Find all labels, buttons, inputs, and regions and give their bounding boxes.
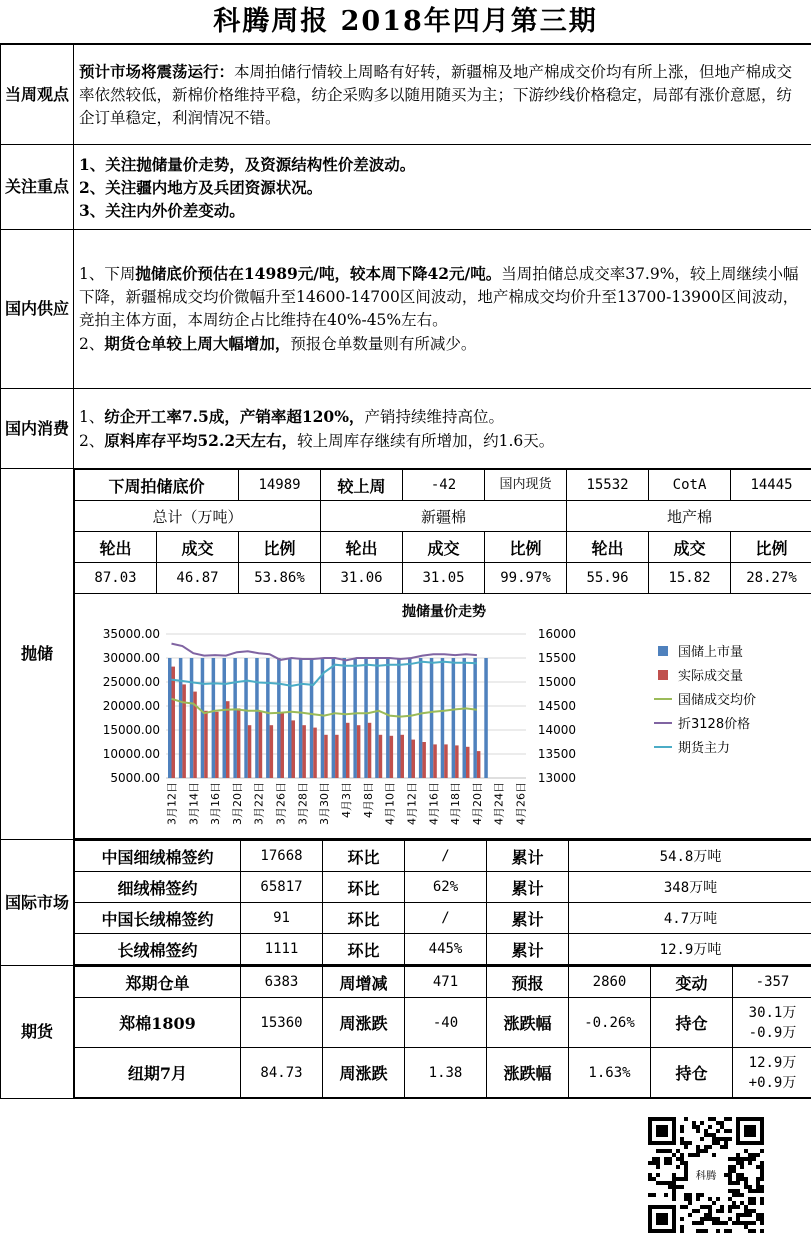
x-tick-label: 4月12日 bbox=[404, 782, 418, 825]
intl-cum-label: 累计 bbox=[487, 903, 569, 934]
legend-label: 实际成交量 bbox=[677, 669, 743, 684]
col-head: 比例 bbox=[485, 532, 567, 563]
bar-listed bbox=[342, 658, 346, 778]
reserve-table bbox=[74, 469, 811, 839]
intl-cum: 12.9万吨 bbox=[569, 934, 811, 965]
col-head: 轮出 bbox=[75, 532, 157, 563]
legend-swatch bbox=[658, 670, 668, 680]
week-move: -40 bbox=[405, 998, 487, 1048]
consumption-para-2: 2、原料库存平均52.2天左右，较上周库存继续有所增加，约1.6天。 bbox=[79, 430, 555, 450]
value-cell: 28.27% bbox=[731, 563, 811, 594]
bar-traded bbox=[466, 747, 470, 778]
intl-row-label: 长绒棉签约 bbox=[75, 934, 241, 965]
bar-listed bbox=[178, 658, 182, 778]
x-tick-label: 3月16日 bbox=[208, 782, 222, 825]
x-tick-label: 3月30日 bbox=[317, 782, 331, 825]
supply-para-2: 2、期货仓单较上周大幅增加，预报仓单数量则有所减少。 bbox=[79, 334, 477, 353]
consumption-para-1: 1、纺企开工率7.5成，产销率超120%，产销持续维持高位。 bbox=[79, 406, 504, 426]
value-cell: 87.03 bbox=[75, 563, 157, 594]
bar-traded bbox=[226, 701, 230, 778]
bar-listed bbox=[408, 658, 412, 778]
bar-traded bbox=[258, 712, 262, 778]
intl-mom-label: 环比 bbox=[323, 934, 405, 965]
col-head: 轮出 bbox=[321, 532, 403, 563]
bar-traded bbox=[455, 745, 459, 778]
consumption-text bbox=[74, 389, 811, 469]
col-head: 成交 bbox=[403, 532, 485, 563]
bar-listed bbox=[211, 658, 215, 778]
y-right-tick-label: 15500 bbox=[537, 651, 576, 665]
ice-cotton-price: 84.73 bbox=[241, 1048, 323, 1098]
forecast: 2860 bbox=[569, 967, 651, 998]
qr-code-icon[interactable] bbox=[648, 1117, 764, 1233]
bar-listed bbox=[364, 658, 368, 778]
value-cell: 31.06 bbox=[321, 563, 403, 594]
bar-listed bbox=[233, 658, 237, 778]
x-tick-label: 3月12日 bbox=[164, 782, 178, 825]
supply-label: 国内供应 bbox=[1, 230, 74, 389]
intl-value: 65817 bbox=[241, 872, 323, 903]
chart-container bbox=[75, 594, 811, 838]
bar-traded bbox=[313, 728, 317, 778]
intl-mom: 445% bbox=[405, 934, 487, 965]
bar-listed bbox=[440, 658, 444, 778]
bar-listed bbox=[298, 658, 302, 778]
y-left-tick-label: 15000.00 bbox=[102, 723, 160, 737]
bar-listed bbox=[288, 658, 292, 778]
zce-warehouse: 6383 bbox=[241, 967, 323, 998]
intl-row-label: 中国细绒棉签约 bbox=[75, 841, 241, 872]
vs-last-week: -42 bbox=[403, 470, 485, 501]
y-right-tick-label: 14000 bbox=[537, 723, 576, 737]
bar-listed bbox=[375, 658, 379, 778]
chart-cell bbox=[75, 594, 811, 839]
x-tick-label: 4月3日 bbox=[339, 782, 353, 818]
intl-mom: 62% bbox=[405, 872, 487, 903]
footer bbox=[0, 1099, 811, 1251]
bar-listed bbox=[309, 658, 313, 778]
futures-table bbox=[74, 966, 811, 1098]
change: -357 bbox=[733, 967, 811, 998]
x-tick-label: 3月28日 bbox=[295, 782, 309, 825]
spot-price-label: 国内现货 bbox=[485, 470, 567, 501]
futures-label: 期货 bbox=[1, 966, 74, 1099]
bar-listed bbox=[429, 658, 433, 778]
bar-listed bbox=[451, 658, 455, 778]
value-cell: 99.97% bbox=[485, 563, 567, 594]
y-right-tick-label: 13000 bbox=[537, 771, 576, 785]
bar-traded bbox=[433, 744, 437, 778]
value-cell: 53.86% bbox=[239, 563, 321, 594]
focus-item: 2、关注疆内地方及兵团资源状况。 bbox=[79, 177, 323, 197]
y-left-tick-label: 25000.00 bbox=[102, 675, 160, 689]
weekly-change: 471 bbox=[405, 967, 487, 998]
weekly-change-label: 周增减 bbox=[323, 967, 405, 998]
value-cell: 55.96 bbox=[567, 563, 649, 594]
bar-listed bbox=[277, 658, 281, 778]
intl-row-label: 细绒棉签约 bbox=[75, 872, 241, 903]
bar-traded bbox=[171, 667, 175, 778]
intl-mom: / bbox=[405, 903, 487, 934]
y-left-tick-label: 5000.00 bbox=[109, 771, 160, 785]
reserve-label: 抛储 bbox=[1, 469, 74, 840]
bar-listed bbox=[244, 658, 248, 778]
bar-traded bbox=[389, 736, 393, 778]
intl-cum-label: 累计 bbox=[487, 872, 569, 903]
col-head: 成交 bbox=[649, 532, 731, 563]
y-left-tick-label: 30000.00 bbox=[102, 651, 160, 665]
bar-traded bbox=[411, 740, 415, 778]
pct-change: -0.26% bbox=[569, 998, 651, 1048]
qr-logo-text: 科腾 bbox=[695, 1170, 717, 1182]
view-label: 当周观点 bbox=[1, 45, 74, 145]
bar-traded bbox=[236, 708, 240, 778]
focus-label: 关注重点 bbox=[1, 145, 74, 230]
x-tick-label: 4月16日 bbox=[426, 782, 440, 825]
open-interest-label: 持仓 bbox=[651, 998, 733, 1048]
intl-cum: 4.7万吨 bbox=[569, 903, 811, 934]
bar-listed bbox=[397, 658, 401, 778]
group-total: 总计（万吨） bbox=[75, 501, 321, 532]
view-lead: 预计市场将震荡运行： bbox=[79, 61, 235, 81]
pct-change-label: 涨跌幅 bbox=[487, 998, 569, 1048]
open-interest: 12.9万 +0.9万 bbox=[733, 1048, 811, 1098]
bar-traded bbox=[302, 725, 306, 778]
bar-traded bbox=[291, 720, 295, 778]
x-tick-label: 4月24日 bbox=[492, 782, 506, 825]
value-cell: 46.87 bbox=[157, 563, 239, 594]
legend-label: 折3128价格 bbox=[677, 717, 750, 732]
y-left-tick-label: 10000.00 bbox=[102, 747, 160, 761]
bar-traded bbox=[324, 735, 328, 778]
bar-listed bbox=[462, 658, 466, 778]
bar-traded bbox=[280, 713, 284, 778]
intl-mom-label: 环比 bbox=[323, 872, 405, 903]
intl-mom: / bbox=[405, 841, 487, 872]
intl-mom-label: 环比 bbox=[323, 841, 405, 872]
week-move: 1.38 bbox=[405, 1048, 487, 1098]
report-title: 科腾周报 2018年四月第三期 bbox=[0, 0, 811, 44]
view-text bbox=[74, 45, 811, 145]
col-head: 轮出 bbox=[567, 532, 649, 563]
y-right-tick-label: 14500 bbox=[537, 699, 576, 713]
y-right-tick-label: 15000 bbox=[537, 675, 576, 689]
open-interest-label: 持仓 bbox=[651, 1048, 733, 1098]
intl-cell bbox=[74, 840, 811, 966]
zce-warehouse-label: 郑期仓单 bbox=[75, 967, 241, 998]
intl-value: 91 bbox=[241, 903, 323, 934]
bar-listed bbox=[418, 658, 422, 778]
intl-cum-label: 累计 bbox=[487, 934, 569, 965]
bar-traded bbox=[356, 725, 360, 778]
bar-listed bbox=[353, 658, 357, 778]
bar-listed bbox=[189, 658, 193, 778]
cota-value: 14445 bbox=[731, 470, 811, 501]
intl-row-label: 中国长绒棉签约 bbox=[75, 903, 241, 934]
zce-cotton-price: 15360 bbox=[241, 998, 323, 1048]
intl-mom-label: 环比 bbox=[323, 903, 405, 934]
bar-listed bbox=[255, 658, 259, 778]
x-tick-label: 3月20日 bbox=[230, 782, 244, 825]
next-floor-price: 14989 bbox=[239, 470, 321, 501]
reserve-price-volume-chart bbox=[76, 594, 811, 838]
open-interest: 30.1万 -0.9万 bbox=[733, 998, 811, 1048]
bar-traded bbox=[335, 735, 339, 778]
vs-last-week-label: 较上周 bbox=[321, 470, 403, 501]
bar-traded bbox=[400, 735, 404, 778]
intl-value: 17668 bbox=[241, 841, 323, 872]
x-tick-label: 4月8日 bbox=[361, 782, 375, 818]
supply-text bbox=[74, 230, 811, 389]
bar-traded bbox=[422, 742, 426, 778]
reserve-cell bbox=[74, 469, 811, 840]
forecast-label: 预报 bbox=[487, 967, 569, 998]
bar-traded bbox=[346, 723, 350, 778]
bar-traded bbox=[182, 684, 186, 778]
y-right-tick-label: 13500 bbox=[537, 747, 576, 761]
value-cell: 15.82 bbox=[649, 563, 731, 594]
group-xinjiang: 新疆棉 bbox=[321, 501, 567, 532]
bar-traded bbox=[378, 735, 382, 778]
bar-traded bbox=[367, 723, 371, 778]
pct-change-label: 涨跌幅 bbox=[487, 1048, 569, 1098]
pct-change: 1.63% bbox=[569, 1048, 651, 1098]
x-tick-label: 3月26日 bbox=[274, 782, 288, 825]
legend-swatch bbox=[658, 646, 668, 656]
supply-para-1: 1、下周抛储底价预估在14989元/吨，较本周下降42元/吨。当周拍储总成交率37.9%，较上周继续小幅下降，新疆棉成交均价微幅升至14600-14700区间波动，地产棉成交均价升至13700-13900区间波动，竞拍主体方面，本周纺企占比维持在40%-45%左右。 bbox=[79, 264, 799, 329]
y-left-tick-label: 35000.00 bbox=[102, 627, 160, 641]
intl-value: 1111 bbox=[241, 934, 323, 965]
col-head: 比例 bbox=[239, 532, 321, 563]
bar-traded bbox=[204, 711, 208, 778]
spot-price: 15532 bbox=[567, 470, 649, 501]
bar-traded bbox=[444, 744, 448, 778]
intl-label: 国际市场 bbox=[1, 840, 74, 966]
x-tick-label: 4月10日 bbox=[383, 782, 397, 825]
bar-listed bbox=[168, 658, 172, 778]
x-tick-label: 4月20日 bbox=[470, 782, 484, 825]
y-left-tick-label: 20000.00 bbox=[102, 699, 160, 713]
zce-cotton-label: 郑棉1809 bbox=[75, 998, 241, 1048]
bar-listed bbox=[331, 658, 335, 778]
x-tick-label: 4月18日 bbox=[448, 782, 462, 825]
consumption-label: 国内消费 bbox=[1, 389, 74, 469]
bar-traded bbox=[247, 725, 251, 778]
x-tick-label: 3月14日 bbox=[186, 782, 200, 825]
intl-cum: 348万吨 bbox=[569, 872, 811, 903]
futures-cell bbox=[74, 966, 811, 1099]
bar-listed bbox=[266, 658, 270, 778]
chart-title: 抛储量价走势 bbox=[401, 604, 486, 620]
week-move-label: 周涨跌 bbox=[323, 998, 405, 1048]
legend-label: 国储成交均价 bbox=[677, 693, 756, 708]
value-cell: 31.05 bbox=[403, 563, 485, 594]
next-floor-price-label: 下周拍储底价 bbox=[75, 470, 239, 501]
y-right-tick-label: 16000 bbox=[537, 627, 576, 641]
focus-item: 1、关注抛储量价走势，及资源结构性价差波动。 bbox=[79, 154, 416, 174]
week-move-label: 周涨跌 bbox=[323, 1048, 405, 1098]
intl-cum-label: 累计 bbox=[487, 841, 569, 872]
x-tick-label: 4月26日 bbox=[514, 782, 528, 825]
col-head: 比例 bbox=[731, 532, 811, 563]
intl-table bbox=[74, 840, 811, 965]
bar-listed bbox=[386, 658, 390, 778]
legend-label: 国储上市量 bbox=[677, 645, 743, 660]
ice-cotton-label: 纽期7月 bbox=[75, 1048, 241, 1098]
col-head: 成交 bbox=[157, 532, 239, 563]
focus-item: 3、关注内外价差变动。 bbox=[79, 200, 245, 220]
cota-label: CotA bbox=[649, 470, 731, 501]
legend-label: 期货主力 bbox=[677, 741, 730, 756]
report-table bbox=[0, 44, 811, 1099]
bar-traded bbox=[215, 712, 219, 778]
focus-list bbox=[74, 145, 811, 230]
bar-listed bbox=[200, 658, 204, 778]
group-local: 地产棉 bbox=[567, 501, 811, 532]
bar-listed bbox=[222, 658, 226, 778]
bar-traded bbox=[269, 725, 273, 778]
bar-listed bbox=[473, 658, 477, 778]
view-body: 本周拍储行情较上周略有好转，新疆棉及地产棉成交价均有所上涨，但地产棉成交率依然较低，新棉价格维持平稳，纺企采购多以随用随买为主；下游纱线价格稳定，局部有涨价意愿，纺企订单稳定，利润情况不错。 bbox=[79, 62, 793, 127]
change-label: 变动 bbox=[651, 967, 733, 998]
bar-listed bbox=[484, 658, 488, 778]
x-tick-label: 3月22日 bbox=[252, 782, 266, 825]
bar-traded bbox=[476, 751, 480, 778]
intl-cum: 54.8万吨 bbox=[569, 841, 811, 872]
